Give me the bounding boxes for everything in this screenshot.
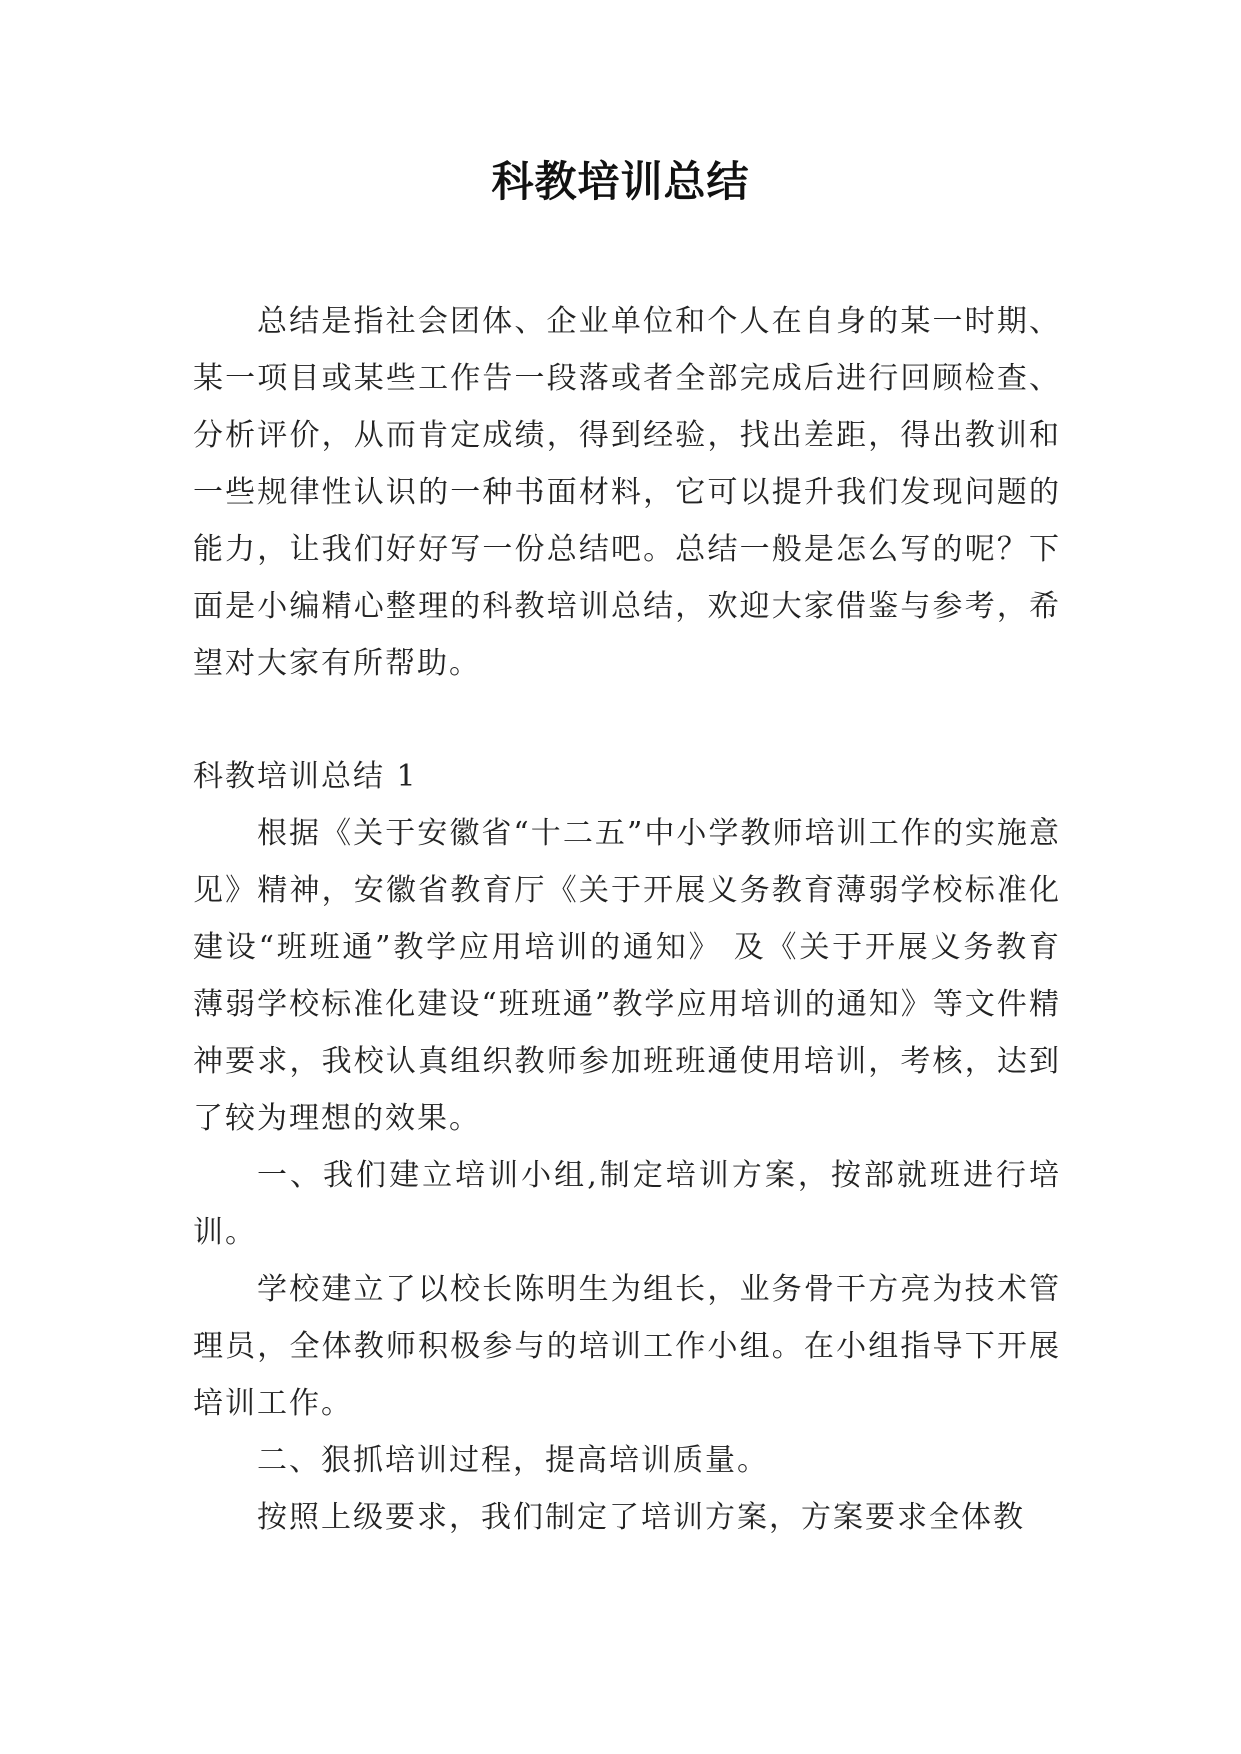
body-paragraph: 学校建立了以校长陈明生为组长，业务骨干方亮为技术管理员，全体教师积极参与的培训工作小组。在小组指导下开展培训工作。 — [193, 1272, 1061, 1421]
section-heading: 科教培训总结 1 — [193, 759, 418, 794]
page-title: 科教培训总结 — [491, 157, 750, 206]
body-paragraph: 一、我们建立培训小组,制定培训方案，按部就班进行培训。 — [193, 1158, 1061, 1250]
body-paragraph: 按照上级要求，我们制定了培训方案，方案要求全体教 — [257, 1500, 1025, 1535]
body-paragraph: 根据《关于安徽省“十二五”中小学教师培训工作的实施意见》精神，安徽省教育厅《关于开展义务教育薄弱学校标准化建设“班班通”教学应用培训的通知》 及《关于开展义务教育薄弱学校标准化建设“班班通”教学应用培训的通知》等文件精神要求，我校认真组织教师参加班班通使用培训，考核，达到了较为理想的效果。 — [193, 816, 1061, 1136]
body-paragraph: 二、狠抓培训过程，提高培训质量。 — [257, 1443, 769, 1478]
paragraph-spacer — [193, 692, 1061, 748]
intro-paragraph: 总结是指社会团体、企业单位和个人在自身的某一时期、某一项目或某些工作告一段落或者全部完成后进行回顾检查、分析评价，从而肯定成绩，得到经验，找出差距，得出教训和一些规律性认识的一种书面材料，它可以提升我们发现问题的能力，让我们好好写一份总结吧。总结一般是怎么写的呢？下面是小编精心整理的科教培训总结，欢迎大家借鉴与参考，希望对大家有所帮助。 — [193, 304, 1061, 681]
document-body — [193, 293, 1061, 1546]
